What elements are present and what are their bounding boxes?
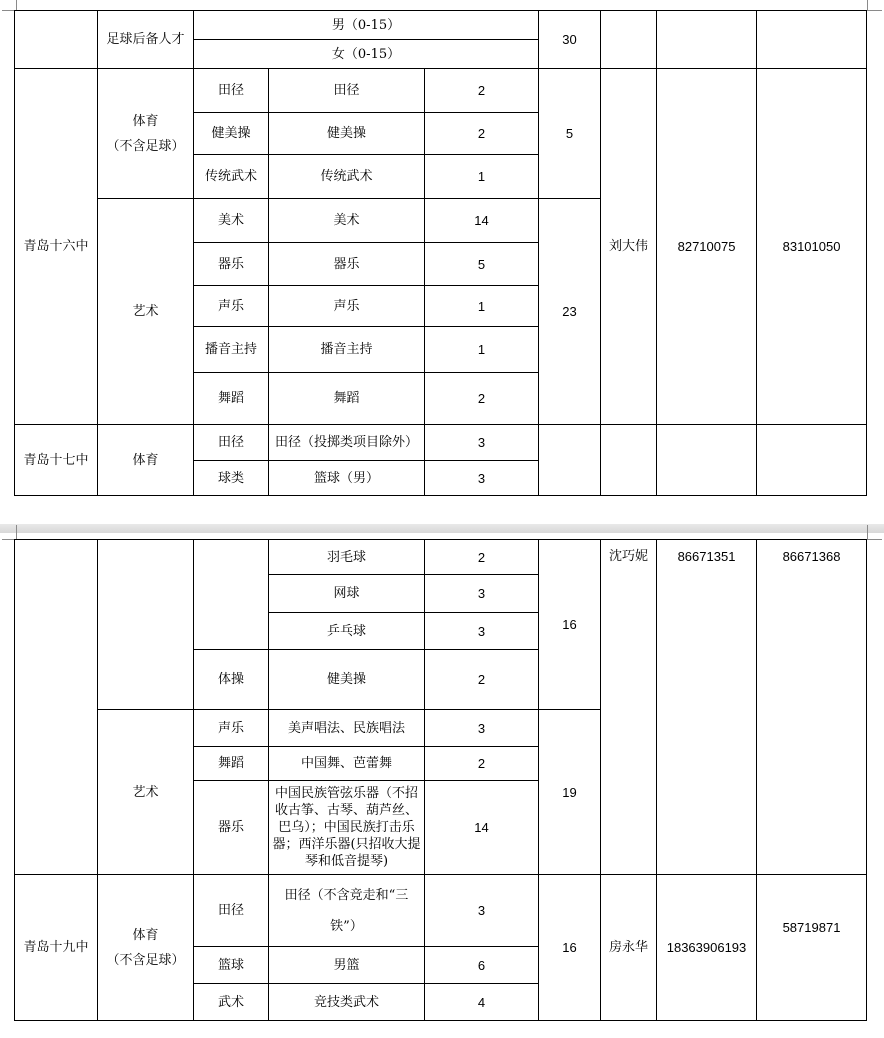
contact-cell: 刘大伟 xyxy=(601,69,657,425)
phone-cell: 82710075 xyxy=(657,69,757,425)
project-cell: 器乐 xyxy=(269,243,425,286)
project-line: 田径（不含竞走和“三 xyxy=(284,887,409,903)
project-cell: 田径（投掷类项目除外） xyxy=(269,425,425,461)
page-corner-mark xyxy=(867,0,882,11)
item-cell: 声乐 xyxy=(194,286,269,327)
page-corner-mark xyxy=(867,525,882,540)
count-cell: 3 xyxy=(425,461,539,496)
item-cell xyxy=(194,540,269,650)
project-cell: 羽毛球 xyxy=(269,540,425,575)
phone-cell: 86671351 xyxy=(657,540,757,875)
school-name-cell: 青岛十六中 xyxy=(15,69,98,425)
project-cell: 舞蹈 xyxy=(269,373,425,425)
contact-cell xyxy=(601,11,657,69)
school-name-cell xyxy=(15,11,98,69)
item-cell: 篮球 xyxy=(194,947,269,984)
phone-cell xyxy=(657,425,757,496)
project-cell: 美声唱法、民族唱法 xyxy=(269,710,425,747)
count-cell: 3 xyxy=(425,613,539,650)
item-cell: 田径 xyxy=(194,425,269,461)
school-name-cell: 青岛十九中 xyxy=(15,875,98,1021)
project-cell: 田径 xyxy=(269,69,425,113)
total-cell: 30 xyxy=(539,11,601,69)
item-cell: 声乐 xyxy=(194,710,269,747)
category-cell: 体育 xyxy=(98,425,194,496)
table-row xyxy=(15,11,867,40)
item-cell: 田径 xyxy=(194,69,269,113)
count-cell: 1 xyxy=(425,286,539,327)
project-cell: 健美操 xyxy=(269,650,425,710)
fax-cell: 58719871 xyxy=(757,875,867,1021)
project-cell: 乒乓球 xyxy=(269,613,425,650)
count-cell: 3 xyxy=(425,875,539,947)
total-cell: 19 xyxy=(539,710,601,875)
count-cell: 1 xyxy=(425,155,539,199)
category-cell xyxy=(98,540,194,710)
project-cell: 中国舞、芭蕾舞 xyxy=(269,747,425,781)
total-cell: 23 xyxy=(539,199,601,425)
item-cell: 播音主持 xyxy=(194,327,269,373)
school-name-cell: 青岛十七中 xyxy=(15,425,98,496)
item-cell: 球类 xyxy=(194,461,269,496)
project-cell: 男（0-15） xyxy=(194,11,539,40)
school-name-cell xyxy=(15,540,98,875)
fax-cell xyxy=(757,425,867,496)
table-row xyxy=(15,875,867,947)
project-cell: 篮球（男） xyxy=(269,461,425,496)
category-label: 体育 xyxy=(132,927,159,943)
total-cell: 16 xyxy=(539,540,601,710)
item-cell: 体操 xyxy=(194,650,269,710)
contact-cell xyxy=(601,425,657,496)
project-cell: 声乐 xyxy=(269,286,425,327)
count-cell: 14 xyxy=(425,199,539,243)
count-cell: 2 xyxy=(425,373,539,425)
page-top-strip xyxy=(0,0,884,10)
item-cell: 健美操 xyxy=(194,113,269,155)
contact-cell: 沈巧妮 xyxy=(601,540,657,875)
project-cell: 网球 xyxy=(269,575,425,613)
category-note: （不含足球） xyxy=(106,138,185,154)
item-cell: 美术 xyxy=(194,199,269,243)
count-cell: 3 xyxy=(425,710,539,747)
count-cell: 5 xyxy=(425,243,539,286)
phone-cell: 18363906193 xyxy=(657,875,757,1021)
project-cell: 男篮 xyxy=(269,947,425,984)
item-cell: 舞蹈 xyxy=(194,373,269,425)
count-cell: 3 xyxy=(425,425,539,461)
count-cell: 2 xyxy=(425,540,539,575)
fax-cell: 86671368 xyxy=(757,540,867,875)
phone-cell xyxy=(657,11,757,69)
count-cell: 2 xyxy=(425,69,539,113)
project-cell: 竞技类武术 xyxy=(269,984,425,1021)
item-cell: 传统武术 xyxy=(194,155,269,199)
table-row xyxy=(15,425,867,461)
project-line: 铁”） xyxy=(330,918,363,934)
category-note: （不含足球） xyxy=(106,952,185,968)
project-cell: 传统武术 xyxy=(269,155,425,199)
contact-cell: 房永华 xyxy=(601,875,657,1021)
table-row xyxy=(15,69,867,113)
category-cell: 足球后备人才 xyxy=(98,11,194,69)
count-cell: 2 xyxy=(425,650,539,710)
project-cell: 美术 xyxy=(269,199,425,243)
category-label: 体育 xyxy=(132,113,159,129)
total-cell: 5 xyxy=(539,69,601,199)
item-cell: 舞蹈 xyxy=(194,747,269,781)
count-cell: 3 xyxy=(425,575,539,613)
category-cell xyxy=(98,875,194,1021)
item-cell: 器乐 xyxy=(194,781,269,875)
count-cell: 2 xyxy=(425,747,539,781)
project-cell xyxy=(269,875,425,947)
count-cell: 2 xyxy=(425,113,539,155)
category-cell: 艺术 xyxy=(98,710,194,875)
admissions-table-page-1 xyxy=(14,10,867,496)
page-corner-mark xyxy=(2,525,17,540)
total-cell xyxy=(539,425,601,496)
total-cell: 16 xyxy=(539,875,601,1021)
project-cell: 中国民族管弦乐器（不招收古筝、古琴、葫芦丝、巴乌）；中国民族打击乐器；西洋乐器(只招收大提琴和低音提琴) xyxy=(269,781,425,875)
fax-cell: 83101050 xyxy=(757,69,867,425)
count-cell: 4 xyxy=(425,984,539,1021)
count-cell: 14 xyxy=(425,781,539,875)
project-cell: 健美操 xyxy=(269,113,425,155)
category-cell: 艺术 xyxy=(98,199,194,425)
project-cell: 播音主持 xyxy=(269,327,425,373)
page-separator xyxy=(0,524,884,533)
item-cell: 器乐 xyxy=(194,243,269,286)
count-cell: 6 xyxy=(425,947,539,984)
item-cell: 武术 xyxy=(194,984,269,1021)
fax-cell xyxy=(757,11,867,69)
count-cell: 1 xyxy=(425,327,539,373)
admissions-table-page-2 xyxy=(14,539,867,1021)
project-cell: 女（0-15） xyxy=(194,40,539,69)
item-cell: 田径 xyxy=(194,875,269,947)
table-row xyxy=(15,540,867,575)
category-cell xyxy=(98,69,194,199)
